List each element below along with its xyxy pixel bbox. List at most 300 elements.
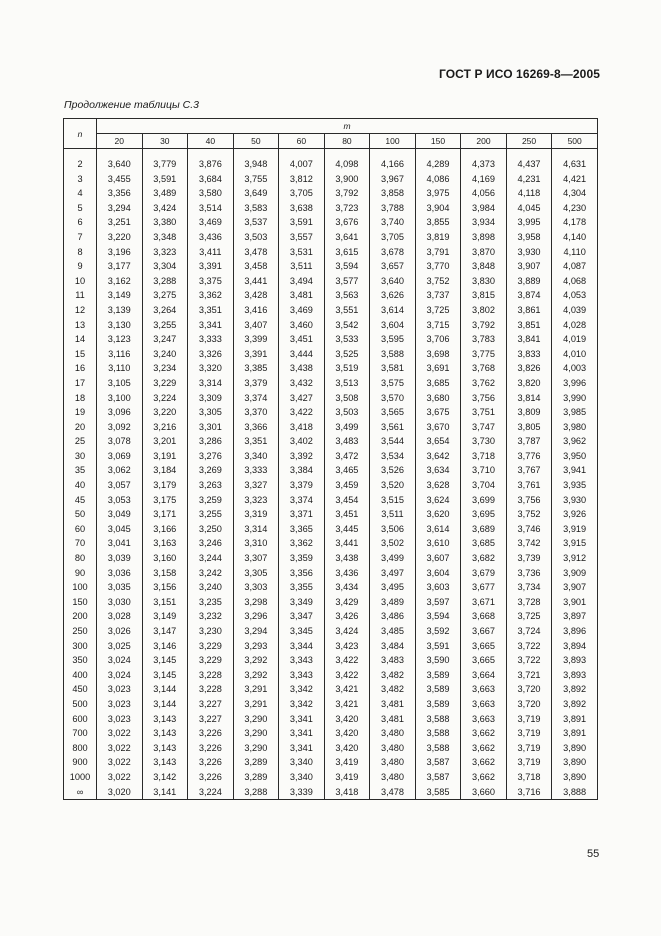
- table-row: [64, 420, 598, 435]
- table-cell: 3,062: [97, 463, 143, 478]
- table-cell: 3,891: [552, 712, 598, 727]
- table-cell: 3,226: [188, 726, 234, 741]
- table-cell: 3,770: [415, 259, 461, 274]
- table-cell: 3,719: [506, 741, 552, 756]
- table-row: [64, 785, 598, 800]
- row-n-value: 6: [64, 215, 97, 230]
- table-cell: 3,483: [324, 434, 370, 449]
- table-cell: 3,725: [506, 609, 552, 624]
- table-cell: 3,294: [97, 201, 143, 216]
- table-cell: 3,421: [324, 697, 370, 712]
- header-separator: [64, 149, 598, 158]
- row-n-value: 400: [64, 668, 97, 683]
- table-cell: 3,429: [324, 595, 370, 610]
- table-cell: 3,591: [142, 172, 188, 187]
- table-cell: 3,649: [233, 186, 279, 201]
- table-cell: 3,557: [279, 230, 325, 245]
- table-cell: 3,374: [279, 493, 325, 508]
- table-cell: 3,480: [370, 755, 416, 770]
- table-cell: 3,909: [552, 566, 598, 581]
- table-cell: 3,402: [279, 434, 325, 449]
- table-cell: 3,240: [142, 347, 188, 362]
- column-header-m-value: 40: [188, 134, 234, 149]
- table-row: [64, 595, 598, 610]
- table-cell: 3,654: [415, 434, 461, 449]
- table-cell: 3,286: [188, 434, 234, 449]
- table-cell: 3,289: [233, 755, 279, 770]
- table-cell: 3,160: [142, 551, 188, 566]
- table-cell: 3,375: [188, 274, 234, 289]
- table-cell: 3,022: [97, 755, 143, 770]
- table-cell: 3,392: [279, 449, 325, 464]
- table-cell: 3,424: [142, 201, 188, 216]
- table-cell: 3,345: [279, 624, 325, 639]
- table-cell: 3,591: [279, 215, 325, 230]
- table-cell: 3,349: [279, 595, 325, 610]
- table-cell: 3,486: [370, 609, 416, 624]
- table-cell: 4,045: [506, 201, 552, 216]
- table-row: [64, 536, 598, 551]
- table-cell: 3,227: [188, 697, 234, 712]
- column-header-m-value: 60: [279, 134, 325, 149]
- table-cell: 4,373: [461, 157, 507, 172]
- table-cell: 3,333: [188, 332, 234, 347]
- table-row: [64, 478, 598, 493]
- table-cell: 4,068: [552, 274, 598, 289]
- table-cell: 3,675: [415, 405, 461, 420]
- table-cell: 3,915: [552, 536, 598, 551]
- table-cell: 3,948: [233, 157, 279, 172]
- column-header-row: [64, 134, 598, 149]
- table-cell: 3,614: [415, 522, 461, 537]
- table-cell: 3,503: [324, 405, 370, 420]
- table-cell: 3,756: [461, 391, 507, 406]
- table-cell: 3,454: [324, 493, 370, 508]
- table-cell: 3,628: [415, 478, 461, 493]
- table-cell: 3,385: [233, 361, 279, 376]
- table-cell: 3,156: [142, 580, 188, 595]
- table-row: [64, 157, 598, 172]
- column-header-m-value: 100: [370, 134, 416, 149]
- table-cell: 3,762: [461, 376, 507, 391]
- table-cell: 3,143: [142, 726, 188, 741]
- table-cell: 3,301: [188, 420, 234, 435]
- table-cell: 3,226: [188, 755, 234, 770]
- table-cell: 3,737: [415, 288, 461, 303]
- table-cell: 3,676: [324, 215, 370, 230]
- table-row: [64, 712, 598, 727]
- table-cell: 3,706: [415, 332, 461, 347]
- table-cell: 3,323: [233, 493, 279, 508]
- table-cell: 3,293: [233, 639, 279, 654]
- table-cell: 4,019: [552, 332, 598, 347]
- row-n-value: 40: [64, 478, 97, 493]
- table-cell: 3,441: [233, 274, 279, 289]
- table-cell: 4,110: [552, 245, 598, 260]
- table-cell: 3,783: [461, 332, 507, 347]
- table-cell: 3,344: [279, 639, 325, 654]
- table-cell: 4,289: [415, 157, 461, 172]
- table-cell: 3,298: [233, 595, 279, 610]
- table-cell: 3,339: [279, 785, 325, 800]
- table-cell: 3,588: [415, 726, 461, 741]
- table-cell: 3,069: [97, 449, 143, 464]
- table-cell: 3,455: [97, 172, 143, 187]
- table-cell: 3,809: [506, 405, 552, 420]
- table-cell: 3,143: [142, 755, 188, 770]
- table-cell: 3,640: [370, 274, 416, 289]
- table-cell: 3,276: [188, 449, 234, 464]
- table-cell: 3,201: [142, 434, 188, 449]
- table-cell: 3,604: [370, 318, 416, 333]
- table-cell: 3,624: [415, 493, 461, 508]
- table-cell: 3,224: [142, 391, 188, 406]
- table-cell: 3,234: [142, 361, 188, 376]
- row-n-value: 17: [64, 376, 97, 391]
- table-cell: 3,679: [461, 566, 507, 581]
- table-cell: 3,438: [324, 551, 370, 566]
- table-cell: 3,941: [552, 463, 598, 478]
- table-cell: 3,227: [188, 712, 234, 727]
- table-cell: 3,563: [324, 288, 370, 303]
- table-cell: 3,342: [279, 682, 325, 697]
- table-cell: 3,146: [142, 639, 188, 654]
- table-cell: 3,728: [506, 595, 552, 610]
- table-cell: 3,259: [188, 493, 234, 508]
- table-cell: 3,105: [97, 376, 143, 391]
- table-cell: 4,028: [552, 318, 598, 333]
- table-caption: Продолжение таблицы С.3: [64, 99, 199, 111]
- column-header-m-value: 250: [506, 134, 552, 149]
- table-cell: 3,028: [97, 609, 143, 624]
- row-n-value: 35: [64, 463, 97, 478]
- table-cell: 3,930: [506, 245, 552, 260]
- table-cell: 3,591: [415, 639, 461, 654]
- column-header-m-value: 20: [97, 134, 143, 149]
- table-cell: 3,465: [324, 463, 370, 478]
- column-header-n: n: [64, 119, 97, 149]
- table-cell: 3,848: [461, 259, 507, 274]
- table-cell: 4,304: [552, 186, 598, 201]
- row-n-value: 45: [64, 493, 97, 508]
- table-cell: 3,246: [188, 536, 234, 551]
- table-cell: 3,026: [97, 624, 143, 639]
- table-cell: 3,250: [188, 522, 234, 537]
- table-cell: 3,995: [506, 215, 552, 230]
- row-n-value: 30: [64, 449, 97, 464]
- table-cell: 3,419: [324, 770, 370, 785]
- table-cell: 3,499: [370, 551, 416, 566]
- row-n-value: 4: [64, 186, 97, 201]
- table-cell: 3,526: [370, 463, 416, 478]
- table-cell: 3,307: [233, 551, 279, 566]
- table-cell: 3,950: [552, 449, 598, 464]
- table-cell: 3,495: [370, 580, 416, 595]
- table-row: [64, 726, 598, 741]
- table-cell: 3,792: [324, 186, 370, 201]
- table-cell: 3,620: [415, 507, 461, 522]
- table-cell: 3,130: [97, 318, 143, 333]
- table-cell: 3,508: [324, 391, 370, 406]
- table-cell: 3,787: [506, 434, 552, 449]
- table-cell: 3,480: [370, 770, 416, 785]
- table-cell: 3,418: [324, 785, 370, 800]
- table-cell: 3,581: [370, 361, 416, 376]
- table-cell: 3,347: [279, 609, 325, 624]
- table-row: [64, 551, 598, 566]
- table-cell: 3,967: [370, 172, 416, 187]
- table-row: [64, 361, 598, 376]
- table-cell: 4,421: [552, 172, 598, 187]
- table-cell: 3,163: [142, 536, 188, 551]
- table-row: [64, 318, 598, 333]
- table-cell: 3,722: [506, 639, 552, 654]
- table-cell: 3,901: [552, 595, 598, 610]
- table-cell: 3,935: [552, 478, 598, 493]
- table-cell: 3,035: [97, 580, 143, 595]
- critical-values-table: [63, 118, 598, 800]
- table-cell: 3,366: [233, 420, 279, 435]
- row-n-value: 900: [64, 755, 97, 770]
- table-cell: 3,341: [279, 741, 325, 756]
- table-cell: 3,892: [552, 682, 598, 697]
- table-cell: 3,327: [233, 478, 279, 493]
- table-cell: 3,341: [279, 726, 325, 741]
- table-cell: 3,294: [233, 624, 279, 639]
- table-cell: 4,003: [552, 361, 598, 376]
- table-cell: 3,399: [233, 332, 279, 347]
- table-cell: 3,634: [415, 463, 461, 478]
- table-cell: 3,143: [142, 712, 188, 727]
- table-cell: 3,049: [97, 507, 143, 522]
- table-cell: 3,041: [97, 536, 143, 551]
- table-cell: 3,544: [370, 434, 416, 449]
- table-cell: 3,590: [415, 653, 461, 668]
- table-cell: 3,024: [97, 653, 143, 668]
- table-row: [64, 639, 598, 654]
- table-cell: 3,422: [324, 668, 370, 683]
- table-cell: 3,290: [233, 741, 279, 756]
- table-cell: 3,610: [415, 536, 461, 551]
- table-cell: 3,419: [324, 755, 370, 770]
- table-cell: 3,024: [97, 668, 143, 683]
- table-cell: 3,893: [552, 668, 598, 683]
- table-cell: 3,092: [97, 420, 143, 435]
- table-cell: 3,226: [188, 770, 234, 785]
- table-cell: 3,418: [279, 420, 325, 435]
- table-cell: 3,570: [370, 391, 416, 406]
- table-cell: 3,263: [188, 478, 234, 493]
- table-cell: 3,244: [188, 551, 234, 566]
- table-cell: 3,196: [97, 245, 143, 260]
- table-cell: 3,290: [233, 712, 279, 727]
- row-n-value: 80: [64, 551, 97, 566]
- table-cell: 3,660: [461, 785, 507, 800]
- table-cell: 3,589: [415, 697, 461, 712]
- table-cell: 3,662: [461, 770, 507, 785]
- table-row: [64, 741, 598, 756]
- table-cell: 3,255: [188, 507, 234, 522]
- table-cell: 3,663: [461, 682, 507, 697]
- table-row: [64, 391, 598, 406]
- row-n-value: 25: [64, 434, 97, 449]
- table-cell: 3,662: [461, 726, 507, 741]
- table-cell: 3,779: [142, 157, 188, 172]
- table-cell: 3,371: [279, 507, 325, 522]
- table-row: [64, 770, 598, 785]
- row-n-value: 14: [64, 332, 97, 347]
- table-cell: 3,615: [324, 245, 370, 260]
- table-cell: 3,290: [233, 726, 279, 741]
- table-cell: 3,958: [506, 230, 552, 245]
- table-cell: 3,718: [461, 449, 507, 464]
- table-cell: 3,725: [415, 303, 461, 318]
- table-row: [64, 755, 598, 770]
- table-cell: 3,896: [552, 624, 598, 639]
- table-row: [64, 507, 598, 522]
- table-cell: 3,374: [233, 391, 279, 406]
- table-cell: 3,451: [279, 332, 325, 347]
- table-cell: 3,588: [415, 712, 461, 727]
- table-cell: 3,326: [188, 347, 234, 362]
- table-cell: 3,984: [461, 201, 507, 216]
- row-n-value: 20: [64, 420, 97, 435]
- table-cell: 3,022: [97, 726, 143, 741]
- table-cell: 3,460: [279, 318, 325, 333]
- table-cell: 3,472: [324, 449, 370, 464]
- table-cell: 3,511: [370, 507, 416, 522]
- table-cell: 3,314: [233, 522, 279, 537]
- table-cell: 3,116: [97, 347, 143, 362]
- table-cell: 3,718: [506, 770, 552, 785]
- table-cell: 3,141: [142, 785, 188, 800]
- table-cell: 3,775: [461, 347, 507, 362]
- table-body: [64, 157, 598, 800]
- table-cell: 3,720: [506, 697, 552, 712]
- table-cell: 3,351: [188, 303, 234, 318]
- table-cell: 3,053: [97, 493, 143, 508]
- table-cell: 3,247: [142, 332, 188, 347]
- table-cell: 3,441: [324, 536, 370, 551]
- table-cell: 3,023: [97, 712, 143, 727]
- row-n-value: 5: [64, 201, 97, 216]
- table-cell: 4,098: [324, 157, 370, 172]
- table-cell: 3,147: [142, 624, 188, 639]
- row-n-value: 7: [64, 230, 97, 245]
- table-row: [64, 288, 598, 303]
- table-cell: 3,985: [552, 405, 598, 420]
- table-cell: 3,478: [233, 245, 279, 260]
- table-cell: 3,483: [370, 653, 416, 668]
- table-cell: 3,145: [142, 653, 188, 668]
- table-cell: 4,053: [552, 288, 598, 303]
- table-cell: 3,481: [370, 697, 416, 712]
- table-cell: 3,220: [142, 405, 188, 420]
- row-n-value: 60: [64, 522, 97, 537]
- table-cell: 3,833: [506, 347, 552, 362]
- table-cell: 3,626: [370, 288, 416, 303]
- table-cell: 3,710: [461, 463, 507, 478]
- table-cell: 3,420: [324, 741, 370, 756]
- table-cell: 3,515: [370, 493, 416, 508]
- table-cell: 3,478: [370, 785, 416, 800]
- table-cell: 3,484: [370, 639, 416, 654]
- table-cell: 3,039: [97, 551, 143, 566]
- table-cell: 3,719: [506, 755, 552, 770]
- table-row: [64, 682, 598, 697]
- table-cell: 3,481: [279, 288, 325, 303]
- table-cell: 3,912: [552, 551, 598, 566]
- table-cell: 3,340: [279, 755, 325, 770]
- row-n-value: 50: [64, 507, 97, 522]
- row-n-value: 12: [64, 303, 97, 318]
- table-cell: 3,642: [415, 449, 461, 464]
- table-cell: 3,585: [415, 785, 461, 800]
- table-cell: 3,459: [324, 478, 370, 493]
- table-cell: 3,893: [552, 653, 598, 668]
- table-cell: 3,411: [188, 245, 234, 260]
- row-n-value: 800: [64, 741, 97, 756]
- table-cell: 3,292: [233, 668, 279, 683]
- column-header-m-value: 80: [324, 134, 370, 149]
- table-cell: 4,166: [370, 157, 416, 172]
- table-cell: 3,436: [188, 230, 234, 245]
- table-cell: 3,427: [279, 391, 325, 406]
- table-cell: 4,118: [506, 186, 552, 201]
- table-cell: 3,820: [506, 376, 552, 391]
- table-cell: 3,689: [461, 522, 507, 537]
- row-n-value: 150: [64, 595, 97, 610]
- table-cell: 3,230: [188, 624, 234, 639]
- table-cell: 3,143: [142, 741, 188, 756]
- table-cell: 3,533: [324, 332, 370, 347]
- table-cell: 3,023: [97, 682, 143, 697]
- table-cell: 3,657: [370, 259, 416, 274]
- table-cell: 3,592: [415, 624, 461, 639]
- row-n-value: 350: [64, 653, 97, 668]
- table-cell: 3,220: [97, 230, 143, 245]
- table-cell: 3,531: [279, 245, 325, 260]
- table-row: [64, 230, 598, 245]
- table-cell: 3,451: [324, 507, 370, 522]
- table-cell: 3,684: [188, 172, 234, 187]
- table-cell: 3,305: [188, 405, 234, 420]
- table-cell: 3,151: [142, 595, 188, 610]
- table-cell: 3,663: [461, 712, 507, 727]
- table-cell: 3,667: [461, 624, 507, 639]
- table-cell: 3,719: [506, 726, 552, 741]
- table-cell: 3,990: [552, 391, 598, 406]
- table-cell: 3,426: [324, 609, 370, 624]
- table-cell: 3,722: [506, 653, 552, 668]
- table-cell: 3,469: [188, 215, 234, 230]
- table-cell: 3,996: [552, 376, 598, 391]
- table-cell: 3,340: [233, 449, 279, 464]
- table-cell: 3,900: [324, 172, 370, 187]
- table-cell: 3,235: [188, 595, 234, 610]
- table-cell: 3,752: [506, 507, 552, 522]
- table-cell: 3,391: [188, 259, 234, 274]
- table-cell: 3,930: [552, 493, 598, 508]
- table-cell: 3,890: [552, 741, 598, 756]
- row-n-value: 10: [64, 274, 97, 289]
- row-n-value: 450: [64, 682, 97, 697]
- table-cell: 3,319: [233, 507, 279, 522]
- row-n-value: 700: [64, 726, 97, 741]
- table-cell: 3,030: [97, 595, 143, 610]
- table-cell: 3,594: [415, 609, 461, 624]
- table-cell: 3,665: [461, 653, 507, 668]
